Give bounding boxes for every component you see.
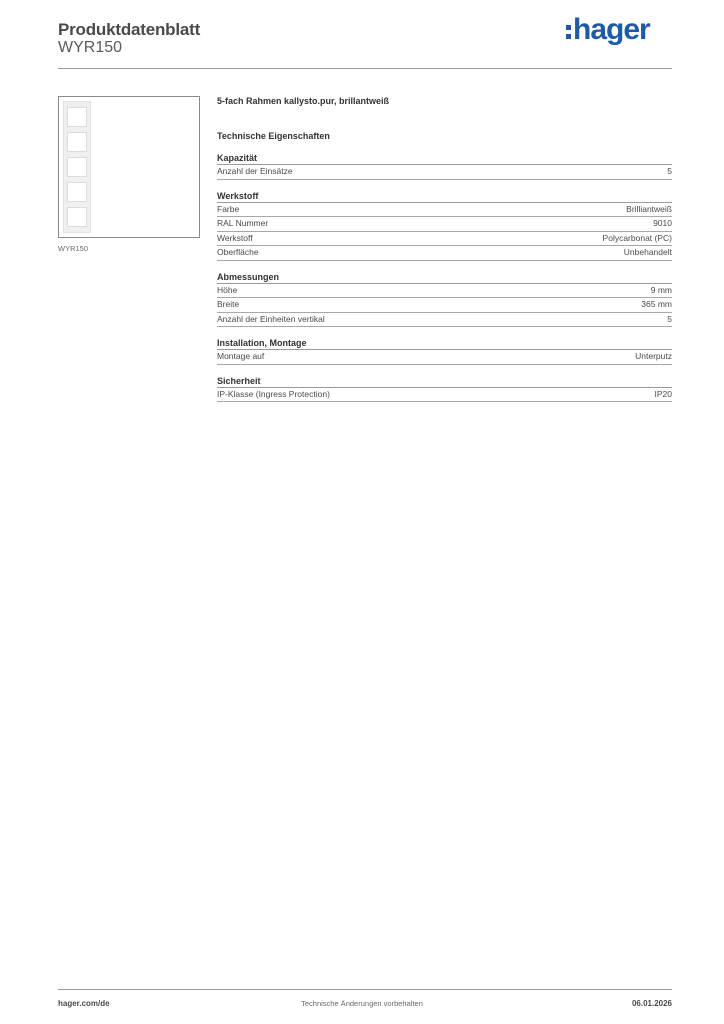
spec-row [217, 217, 672, 232]
hager-logo [566, 12, 650, 48]
product-image [58, 96, 200, 238]
spec-label: Anzahl der Einheiten vertikal [217, 313, 325, 324]
spec-label: Breite [217, 299, 240, 309]
spec-row [217, 246, 672, 261]
frame-insert-slot [67, 157, 87, 177]
product-name: 5-fach Rahmen kallysto.pur, brillantweiß [217, 96, 390, 106]
article-number: WYR150 [58, 39, 123, 56]
spec-label: Werkstoff [217, 232, 253, 243]
spec-section [217, 153, 672, 180]
section-title: Installation, Montage [217, 338, 672, 350]
spec-label: Anzahl der Einsätze [217, 166, 293, 176]
footer-divider [58, 989, 672, 990]
image-caption: WYR150 [58, 244, 89, 253]
section-title: Kapazität [217, 153, 672, 165]
logo-text: hager [573, 13, 650, 46]
header-divider [58, 68, 672, 69]
spec-row [217, 165, 672, 180]
logo-dots-icon [566, 25, 571, 39]
frame-insert-slot [67, 182, 87, 202]
spec-row [217, 203, 672, 218]
footer-date: 06.01.2026 [631, 999, 672, 1008]
spec-row [217, 350, 672, 365]
spec-value: 5 [667, 166, 672, 176]
spec-value: 9010 [653, 218, 672, 228]
spec-section [217, 338, 672, 365]
spec-value: Brilliantweiß [626, 203, 672, 214]
tech-heading: Technische Eigenschaften [217, 131, 330, 141]
spec-row [217, 388, 672, 403]
spec-label: Oberfläche [217, 247, 259, 257]
spec-label: IP-Klasse (Ingress Protection) [217, 388, 330, 399]
spec-value: 5 [667, 313, 672, 324]
section-title: Werkstoff [217, 191, 672, 203]
spec-value: 9 mm [650, 284, 672, 295]
footer-notice: Technische Änderungen vorbehalten [301, 999, 423, 1008]
spec-row [217, 313, 672, 328]
footer-website: hager.com/de [58, 999, 110, 1008]
product-specs [217, 95, 672, 402]
frame-insert-slot [67, 107, 87, 127]
spec-value: Unterputz [635, 351, 672, 361]
spec-label: Montage auf [217, 351, 265, 361]
spec-row [217, 298, 672, 313]
spec-label: Farbe [217, 203, 240, 214]
frame-illustration [63, 101, 91, 233]
spec-value: 365 mm [641, 299, 672, 309]
spec-row [217, 232, 672, 247]
document-title: Produktdatenblatt [58, 20, 201, 39]
spec-value: Polycarbonat (PC) [602, 232, 672, 243]
spec-label: Höhe [217, 284, 238, 295]
section-title: Sicherheit [217, 376, 672, 388]
spec-label: RAL Nummer [217, 218, 269, 228]
frame-insert-slot [67, 132, 87, 152]
spec-row [217, 284, 672, 299]
spec-section [217, 376, 672, 403]
spec-section [217, 191, 672, 261]
spec-value: IP20 [654, 388, 672, 399]
spec-value: Unbehandelt [623, 247, 672, 257]
spec-section [217, 272, 672, 328]
section-title: Abmessungen [217, 272, 672, 284]
frame-insert-slot [67, 207, 87, 227]
